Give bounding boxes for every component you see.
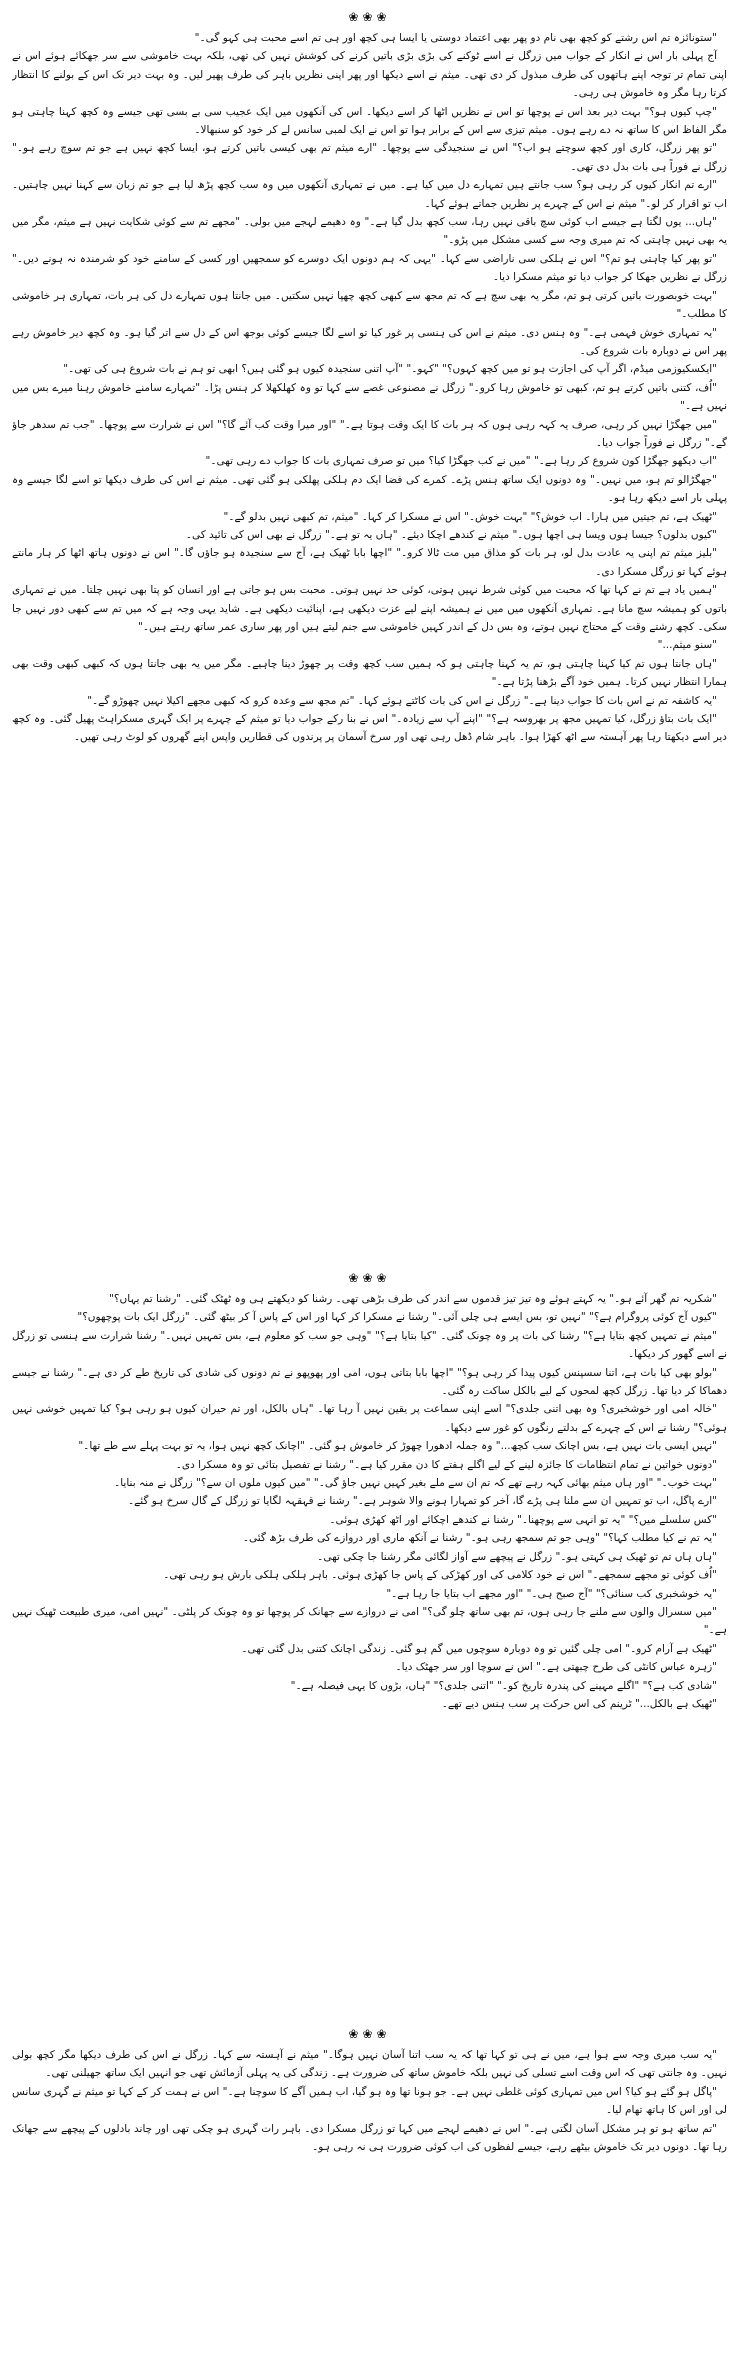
story-paragraph: "خالہ امی اور خوشخبری؟ وہ بھی اتنی جلدی؟" اسے اپنی سماعت پر یقین نہیں آ رہا تھا۔ "ہاں بالکل، اور تم حیران کیوں ہو رہی ہو؟ کیا تمہیں خوشی نہیں ہوئی؟" رشنا نے اس کے چہرے کے بدلتے رنگوں کو غور سے دیکھا۔: [12, 1403, 727, 1434]
story-paragraph: "یہ سب میری وجہ سے ہوا ہے، میں نے ہی تو کہا تھا کہ یہ سب اتنا آسان نہیں ہوگا۔" میثم نے آہستہ سے کہا۔ زرگل نے اس کی طرف دیکھا مگر کچھ بولی نہیں۔ وہ جانتی تھی کہ اس وقت اسے تسلی کی نہیں بلکہ خاموش ساتھ کی ضرورت ہے۔ زندگی کی یہ پہلی آزمائش تھی جو انہیں ایک ساتھ جھیلنی تھی۔: [12, 2049, 727, 2080]
story-paragraph: "پاگل ہو گئے ہو کیا؟ اس میں تمہاری کوئی غلطی نہیں ہے۔ جو ہونا تھا وہ ہو گیا، اب ہمیں آگے کا سوچنا ہے۔" اس نے ہمت کر کے کہا تو میثم نے گہری سانس لی اور اس کا ہاتھ تھام لیا۔: [12, 2085, 727, 2117]
story-paragraph: "شکریہ تم گھر آئے ہو۔" یہ کہتے ہوئے وہ تیز تیز قدموں سے اندر کی طرف بڑھی تھی۔ رشنا کو دیکھتے ہی وہ ٹھٹک گئی۔ "رشنا تم یہاں؟": [109, 1293, 717, 1305]
section-divider: ❀❀❀: [348, 2027, 391, 2041]
story-paragraph: "بہت خوبصورت باتیں کرتی ہو تم، مگر یہ بھی سچ ہے کہ تم مجھ سے کبھی کچھ چھپا نہیں سکتیں۔ میں جانتا ہوں تمہارے دل کی ہر بات، تمہاری ہر خاموشی کا مطلب۔": [12, 289, 727, 321]
story-paragraph: "ٹھیک ہے آرام کرو۔" امی چلی گئیں تو وہ دوبارہ سوچوں میں گم ہو گئی۔ زندگی اچانک کتنی بدل گئی تھی۔: [241, 1642, 717, 1655]
story-paragraph: "کیوں بدلوں؟ جیسا ہوں ویسا ہی اچھا ہوں۔" میثم نے کندھے اچکا دیئے۔ "ہاں یہ تو ہے۔" زرگل نے بھی اس کی تائید کی۔: [185, 528, 717, 541]
story-paragraph: "ارے پاگل، اب تو تمہیں ان سے ملنا ہی پڑے گا، آخر کو تمہارا ہونے والا شوہر ہے۔" رشنا نے قہقہہ لگایا تو زرگل کے گال سرخ ہو گئے۔: [127, 1495, 717, 1508]
story-paragraph: "میں سسرال والوں سے ملنے جا رہی ہوں، تم بھی ساتھ چلو گی؟" امی نے دروازے سے جھانک کر پوچھا تو وہ چونک کر پلٹی۔ "نہیں امی، میری طبیعت ٹھیک نہیں ہے۔": [12, 1605, 727, 1637]
story-paragraph: "اُف، کتنی باتیں کرتے ہو تم، کبھی تو خاموش رہا کرو۔" زرگل نے مصنوعی غصے سے کہا تو وہ کھلکھلا کر ہنس پڑا۔ "تمہارے سامنے خاموش رہنا میرے بس میں نہیں ہے۔": [12, 381, 727, 413]
story-paragraph: "بلیز میثم تم اپنی یہ عادت بدل لو، ہر بات کو مذاق میں مت ٹالا کرو۔" "اچھا بابا ٹھیک ہے، آج سے سنجیدہ ہو جاؤں گا۔" اس نے دونوں ہاتھ اٹھا کر ہار مانتے ہوئے کہا تو زرگل مسکرا دی۔: [12, 547, 727, 578]
story-paragraph: "شادی کب ہے؟" "اگلے مہینے کی پندرہ تاریخ کو۔" "اتنی جلدی؟" "ہاں، بڑوں کا یہی فیصلہ ہے۔": [290, 1679, 717, 1692]
story-paragraph: "نہیں ایسی بات نہیں ہے، بس اچانک سب کچھ..." وہ جملہ ادھورا چھوڑ کر خاموش ہو گئی۔ "اچانک کچھ نہیں ہوا، یہ تو بہت پہلے سے طے تھا۔": [78, 1440, 717, 1453]
story-paragraph: "تو پھر کیا چاہتی ہو تم؟" اس نے ہلکی سی ناراضی سے کہا۔ "یہی کہ ہم دونوں ایک دوسرے کو سمجھیں اور کسی کے سامنے خود کو شرمندہ نہ ہونے دیں۔" زرگل نے نظریں جھکا کر جواب دیا تو میثم مسکرا دیا۔: [12, 252, 727, 284]
story-paragraph: "تم ساتھ ہو تو ہر مشکل آسان لگتی ہے۔" اس نے دھیمے لہجے میں کہا تو زرگل مسکرا دی۔ باہر رات گہری ہو چکی تھی اور چاند بادلوں کے پیچھے سے جھانک رہا تھا۔ دونوں دیر تک خاموش بیٹھے رہے، جیسے لفظوں کی اب کوئی ضرورت ہی نہ رہی ہو۔: [12, 2122, 727, 2154]
story-paragraph: "چپ کیوں ہو؟" بہت دیر بعد اس نے پوچھا تو اس نے نظریں اٹھا کر اسے دیکھا۔ اس کی آنکھوں میں ایک عجیب سی بے بسی تھی جیسے وہ کچھ کہنا چاہتی ہو مگر الفاظ اس کا ساتھ نہ دے رہے ہوں۔ میثم تیزی سے اس کے برابر ہوا تو اس نے ایک لمبی سانس لے کر خود کو سنبھالا۔: [12, 105, 727, 137]
story-paragraph: "ٹھیک ہے، تم جیتیں میں ہارا۔ اب خوش؟" "بہت خوش۔" اس نے مسکرا کر کہا۔ "میثم، تم کبھی نہیں بدلو گے۔": [223, 510, 717, 523]
story-paragraph: "اب دیکھو جھگڑا کون شروع کر رہا ہے۔" "میں نے کب جھگڑا کیا؟ میں تو صرف تمہاری بات کا جواب دے رہی تھی۔": [205, 455, 717, 468]
story-section: [12, 29, 727, 1267]
story-paragraph: "زہرہ عباس کانٹی کی طرح چبھتی ہے۔" اس نے سوچا اور سر جھٹک دیا۔: [395, 1661, 717, 1674]
story-paragraph: "اُف کوئی تو مجھے سمجھے۔" اس نے خود کلامی کی اور کھڑکی کے پاس جا کھڑی ہوئی۔ باہر ہلکی ہلکی بارش ہو رہی تھی۔: [163, 1569, 717, 1582]
story-paragraph: "یہ تم نے کیا مطلب کہا؟" "وہی جو تم سمجھ رہی ہو۔" رشنا نے آنکھ ماری اور دروازے کی طرف بڑھ گئی۔: [242, 1532, 717, 1545]
story-paragraph: "یہ تمہاری خوش فہمی ہے۔" وہ ہنس دی۔ میثم نے اس کی ہنسی پر غور کیا تو اسے لگا جیسے کوئی بوجھ اس کے دل سے اتر گیا ہو۔ وہ کچھ دیر خاموش رہے پھر اس نے دوبارہ بات شروع کی۔: [12, 326, 727, 357]
story-paragraph: آج پہلی بار اس نے انکار کے جواب میں زرگل نے اسے ٹوکنے کی بڑی بڑی باتیں کرنے کی کوشش نہیں کی تھی، بلکہ بہت خاموشی سے سر جھکائے ہوئے اس نے اپنی تمام تر توجہ اپنے ہاتھوں کی طرف مبذول کر دی تھی۔ میثم نے اسے دیکھا اور پھر اپنی نظریں باہر کی طرف پھیر لیں۔ وہ بہت دیر تک اس کے بولنے کا انتظار کرتا رہا مگر وہ خاموش ہی رہی۔: [12, 50, 727, 100]
story-paragraph: "ستونائزہ تم اس رشتے کو کچھ بھی نام دو پھر بھی اعتماد دوستی یا ایسا ہی کچھ اور ہی تم اسے محبت ہی کہو گی۔": [194, 32, 717, 44]
story-paragraph: "ہمیں یاد ہے تم نے کہا تھا کہ محبت میں کوئی شرط نہیں ہوتی، کوئی حد نہیں ہوتی۔ محبت بس ہو جاتی ہے اور انسان کو پتا بھی نہیں چلتا۔ میں نے تمہاری باتوں کو ہمیشہ سچ مانا ہے۔ تمہاری آنکھوں میں میں نے ہمیشہ اپنے لیے عزت دیکھی ہے، اپنائیت دیکھی ہے۔ شاید یہی وجہ ہے کہ میں تم سے کبھی دور نہیں جا سکی۔ کچھ رشتے وقت کے محتاج نہیں ہوتے، وہ بس دل کے اندر کہیں خاموشی سے جنم لیتے ہیں اور پھر ساری عمر ساتھ رہتے ہیں۔": [12, 584, 727, 633]
story-section: [12, 2046, 727, 2380]
story-paragraph: "ہاں جانتا ہوں تم کیا کہنا چاہتی ہو، تم یہ کہنا چاہتی ہو کہ ہمیں سب کچھ وقت پر چھوڑ دینا چاہیے۔ مگر میں یہ بھی جانتا ہوں کہ کبھی کبھی وقت بھی ہمارا انتظار نہیں کرتا۔ ہمیں خود آگے بڑھنا پڑتا ہے۔": [12, 657, 727, 689]
story-paragraph: "سنو میثم...": [657, 639, 717, 652]
story-paragraph: "ٹھیک ہے بالکل..." ٹرینم کی اس حرکت پر سب ہنس دیے تھے۔: [441, 1697, 717, 1710]
story-paragraph: "دونوں خواتین نے تمام انتظامات کا جائزہ لینے کے لیے اگلے ہفتے کا دن مقرر کیا ہے۔" رشنا نے تفصیل بتائی تو وہ مسکرا دی۔: [175, 1458, 717, 1471]
story-paragraph: "میثم نے تمہیں کچھ بتایا ہے؟" رشنا کی بات پر وہ چونک گئی۔ "کیا بتایا ہے؟" "وہی جو سب کو معلوم ہے، بس تمہیں نہیں۔" رشنا شرارت سے ہنسی تو زرگل نے اسے گھور کر دیکھا۔: [12, 1329, 727, 1361]
section-divider: ❀❀❀: [348, 1271, 391, 1285]
section-divider: ❀❀❀: [348, 10, 391, 24]
story-paragraph: "ہاں ہاں تم تو ٹھیک ہی کہتی ہو۔" زرگل نے پیچھے سے آواز لگائی مگر رشنا جا چکی تھی۔: [317, 1550, 717, 1563]
story-paragraph: "جھگڑالو تم ہو، میں نہیں۔" وہ دونوں ایک ساتھ ہنس پڑے۔ کمرے کی فضا ایک دم ہلکی پھلکی ہو گئی تھی۔ میثم نے اس کی طرف دیکھا تو اسے لگا جیسے وہ پہلی بار اسے دیکھ رہا ہو۔: [12, 473, 727, 505]
story-paragraph: "ارے تم انکار کیوں کر رہی ہو؟ سب جانتے ہیں تمہارے دل میں کیا ہے۔ میں نے تمہاری آنکھوں میں وہ سب کچھ پڑھ لیا ہے جو تم زبان سے کہنا نہیں چاہتیں۔ اب تو اقرار کر لو۔" میثم نے اس کے چہرے پر نظریں جماتے ہوئے کہا۔: [12, 179, 727, 210]
story-paragraph: "ہاں... یوں لگتا ہے جیسے اب کوئی سچ باقی نہیں رہا، سب کچھ بدل گیا ہے۔" وہ دھیمے لہجے میں بولی۔ "مجھے تم سے کوئی شکایت نہیں ہے میثم، مگر میں یہ بھی نہیں چاہتی کہ تم میری وجہ سے کسی مشکل میں پڑو۔": [12, 216, 727, 247]
story-paragraph: "کس سلسلے میں؟" "یہ تو انہی سے پوچھنا۔" رشنا نے کندھے اچکائے اور اٹھ کھڑی ہوئی۔: [329, 1513, 717, 1526]
story-paragraph: "تو پھر زرگل، کاری اور کچھ سوچتے ہو اب؟" اس نے سنجیدگی سے پوچھا۔ "ارے میثم تم بھی کیسی باتیں کرتے ہو، ایسا کچھ نہیں ہے جو تم سوچ رہے ہو۔" زرگل نے فوراً ہی بات بدل دی تھی۔: [12, 142, 727, 173]
story-paragraph: "یہ خوشخبری کب سنائی؟" "آج صبح ہی۔" "اور مجھے اب بتایا جا رہا ہے۔": [386, 1587, 717, 1600]
story-paragraph: "یہ کاشفہ تم نے اس بات کا جواب دینا ہے۔" زرگل نے اس کی بات کاٹتے ہوئے کہا۔ "تم مجھ سے وعدہ کرو کہ کبھی مجھے اکیلا نہیں چھوڑو گے۔": [87, 694, 717, 707]
story-paragraph: "میں جھگڑا نہیں کر رہی، صرف یہ کہہ رہی ہوں کہ ہر بات کا ایک وقت ہوتا ہے۔" "اور میرا وقت کب آئے گا؟" اس نے شرارت سے پوچھا۔ "جب تم سدھر جاؤ گے۔" زرگل نے فوراً جواب دیا۔: [12, 418, 727, 449]
story-paragraph: "ایک بات بتاؤ زرگل، کیا تمہیں مجھ پر بھروسہ ہے؟" "اپنے آپ سے زیادہ۔" اس نے بنا رکے جواب دیا تو میثم کے چہرے پر ایک گہری مسکراہٹ پھیل گئی۔ وہ کچھ دیر اسے دیکھتا رہا پھر آہستہ سے اٹھ کھڑا ہوا۔ باہر شام ڈھل رہی تھی اور سرخ آسمان پر پرندوں کی قطاریں واپس اپنے گھروں کو لوٹ رہی تھیں۔: [12, 713, 727, 744]
story-paragraph: "بہت خوب۔" "اور ہاں میثم بھائی کہہ رہے تھے کہ تم ان سے ملے بغیر کہیں نہیں جاؤ گی۔" "میں کیوں ملوں ان سے؟" زرگل نے منہ بنایا۔: [114, 1477, 717, 1490]
story-paragraph: "کیوں آج کوئی پروگرام ہے؟" "نہیں تو، بس ایسے ہی چلی آئی۔" رشنا نے مسکرا کر کہا اور اس کے پاس آ کر بیٹھ گئی۔ "زرگل ایک بات پوچھوں؟": [77, 1311, 717, 1324]
story-paragraph: "ایکسکیوزمی میڈم، اگر آپ کی اجازت ہو تو میں کچھ کہوں؟" "کہو۔" "آپ اتنی سنجیدہ کیوں ہو گئی ہیں؟ ابھی تو ہم نے بات شروع ہی کی تھی۔": [63, 363, 717, 376]
story-paragraph: "بولو بھی کیا بات ہے، اتنا سسپنس کیوں پیدا کر رہی ہو؟" "اچھا بابا بتاتی ہوں، امی اور پھوپھو نے تم دونوں کی شادی کی تاریخ طے کر دی ہے۔" رشنا نے جیسے دھماکا کر دیا تھا۔ زرگل کچھ لمحوں کے لیے بالکل ساکت رہ گئی۔: [12, 1366, 727, 1398]
story-section: [12, 1290, 727, 2023]
